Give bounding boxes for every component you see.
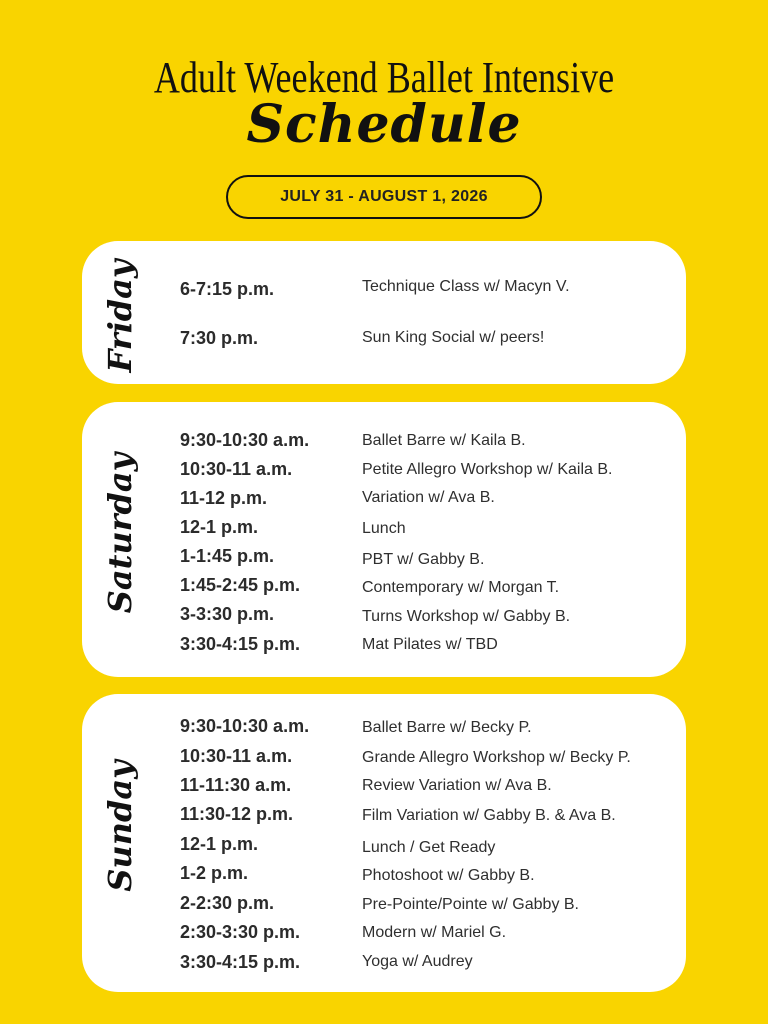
event-time: 2-2:30 p.m. (180, 893, 275, 913)
event-activity: Yoga w/ Audrey (362, 953, 473, 970)
event-time: 3:30-4:15 p.m. (180, 634, 301, 654)
event-time: 1-1:45 p.m. (180, 546, 275, 566)
event-activity: Technique Class w/ Macyn V. (362, 278, 570, 295)
event-time: 1:45-2:45 p.m. (180, 575, 301, 595)
event-time: 12-1 p.m. (180, 834, 259, 854)
event-time: 10:30-11 a.m. (180, 459, 293, 479)
event-activity: Ballet Barre w/ Kaila B. (362, 432, 526, 449)
event-activity: Modern w/ Mariel G. (362, 924, 507, 941)
event-time: 7:30 p.m. (180, 328, 259, 348)
event-time: 11-11:30 a.m. (180, 775, 292, 795)
event-activity: Ballet Barre w/ Becky P. (362, 719, 532, 736)
day-label-saturday: Saturday (101, 452, 139, 614)
saturday-card (82, 402, 686, 677)
event-activity: Review Variation w/ Ava B. (362, 777, 552, 794)
event-activity: Petite Allegro Workshop w/ Kaila B. (362, 461, 613, 478)
event-time: 1-2 p.m. (180, 863, 249, 883)
page-subtitle: Schedule (246, 94, 522, 155)
event-activity: Contemporary w/ Morgan T. (362, 579, 560, 596)
day-label-friday: Friday (101, 259, 139, 373)
event-activity: Turns Workshop w/ Gabby B. (362, 608, 571, 625)
friday-card (82, 241, 686, 384)
day-label-sunday: Sunday (101, 760, 139, 892)
event-time: 10:30-11 a.m. (180, 746, 293, 766)
event-activity: Variation w/ Ava B. (362, 489, 495, 506)
event-time: 6-7:15 p.m. (180, 279, 275, 299)
date-range-badge: JULY 31 - AUGUST 1, 2026 (226, 175, 542, 219)
event-time: 3:30-4:15 p.m. (180, 952, 301, 972)
event-activity: Photoshoot w/ Gabby B. (362, 867, 535, 884)
event-activity: Lunch / Get Ready (362, 839, 496, 856)
event-time: 11:30-12 p.m. (180, 804, 294, 824)
page-title: Adult Weekend Ballet Intensive (153, 53, 615, 102)
event-time: 12-1 p.m. (180, 517, 259, 537)
event-activity: Film Variation w/ Gabby B. & Ava B. (362, 807, 616, 824)
event-activity: Mat Pilates w/ TBD (362, 636, 498, 653)
event-activity: Lunch (362, 520, 406, 537)
event-activity: PBT w/ Gabby B. (362, 551, 485, 568)
event-time: 2:30-3:30 p.m. (180, 922, 301, 942)
event-time: 9:30-10:30 a.m. (180, 430, 310, 450)
event-activity: Sun King Social w/ peers! (362, 329, 545, 346)
event-activity: Pre-Pointe/Pointe w/ Gabby B. (362, 896, 579, 913)
event-time: 3-3:30 p.m. (180, 604, 275, 624)
sunday-card (82, 694, 686, 992)
event-time: 11-12 p.m. (180, 488, 268, 508)
event-activity: Grande Allegro Workshop w/ Becky P. (362, 749, 631, 766)
event-time: 9:30-10:30 a.m. (180, 716, 310, 736)
